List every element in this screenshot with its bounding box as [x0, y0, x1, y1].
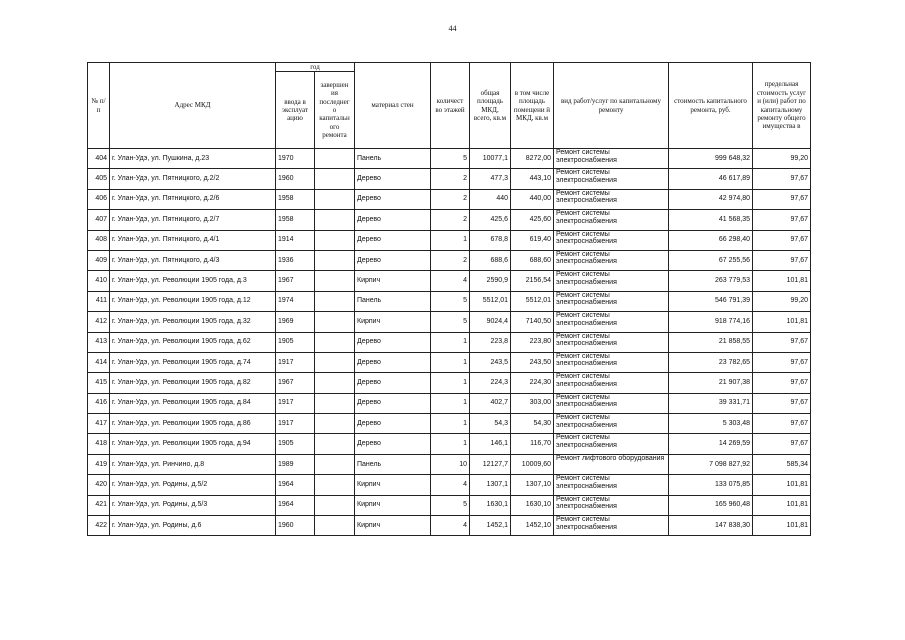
- row-wall-material: Кирпич: [355, 475, 431, 495]
- row-cost: 42 974,80: [669, 189, 753, 209]
- table-row: [88, 250, 811, 270]
- row-premises-area: 1630,10: [511, 495, 554, 515]
- header-address: Адрес МКД: [110, 63, 276, 149]
- row-work-type: Ремонт системы электроснабжения: [554, 373, 669, 393]
- row-work-type: Ремонт системы электроснабжения: [554, 230, 669, 250]
- table-row: [88, 210, 811, 230]
- row-total-area: 477,3: [470, 169, 511, 189]
- row-year-last-repair: [315, 516, 355, 536]
- row-wall-material: Панель: [355, 149, 431, 169]
- row-total-area: 402,7: [470, 393, 511, 413]
- row-max-cost: 101,81: [753, 312, 811, 332]
- row-year-commission: 1917: [276, 393, 315, 413]
- row-floors: 1: [431, 414, 470, 434]
- row-premises-area: 303,00: [511, 393, 554, 413]
- row-cost: 546 791,39: [669, 291, 753, 311]
- row-year-commission: 1914: [276, 230, 315, 250]
- row-work-type: Ремонт системы электроснабжения: [554, 414, 669, 434]
- row-work-type: Ремонт системы электроснабжения: [554, 312, 669, 332]
- page-number: 44: [448, 24, 457, 33]
- row-year-commission: 1905: [276, 332, 315, 352]
- row-year-commission: 1958: [276, 210, 315, 230]
- row-year-last-repair: [315, 210, 355, 230]
- row-wall-material: Дерево: [355, 414, 431, 434]
- row-year-commission: 1970: [276, 149, 315, 169]
- row-cost: 133 075,85: [669, 475, 753, 495]
- row-total-area: 9024,4: [470, 312, 511, 332]
- row-max-cost: 97,67: [753, 189, 811, 209]
- row-wall-material: Дерево: [355, 230, 431, 250]
- row-premises-area: 54,30: [511, 414, 554, 434]
- row-wall-material: Дерево: [355, 189, 431, 209]
- row-year-commission: 1960: [276, 169, 315, 189]
- row-total-area: 2590,9: [470, 271, 511, 291]
- row-floors: 5: [431, 312, 470, 332]
- row-premises-area: 443,10: [511, 169, 554, 189]
- row-premises-area: 440,00: [511, 189, 554, 209]
- row-year-commission: 1967: [276, 271, 315, 291]
- row-year-last-repair: [315, 332, 355, 352]
- header-cost: стоимость капитального ремонта, руб.: [669, 63, 753, 149]
- row-year-last-repair: [315, 352, 355, 372]
- row-work-type: Ремонт системы электроснабжения: [554, 352, 669, 372]
- row-premises-area: 1307,10: [511, 475, 554, 495]
- row-address: г. Улан-Удэ, ул. Пятницкого, д.2/2: [110, 169, 276, 189]
- row-max-cost: 97,67: [753, 210, 811, 230]
- row-address: г. Улан-Удэ, ул. Пушкина, д.23: [110, 149, 276, 169]
- row-floors: 4: [431, 475, 470, 495]
- row-number: 409: [88, 250, 110, 270]
- row-year-last-repair: [315, 230, 355, 250]
- row-number: 413: [88, 332, 110, 352]
- row-premises-area: 223,80: [511, 332, 554, 352]
- row-total-area: 440: [470, 189, 511, 209]
- row-total-area: 678,8: [470, 230, 511, 250]
- table-row: [88, 516, 811, 536]
- row-max-cost: 101,81: [753, 475, 811, 495]
- row-floors: 2: [431, 189, 470, 209]
- row-total-area: 5512,01: [470, 291, 511, 311]
- row-floors: 2: [431, 250, 470, 270]
- row-year-commission: 1936: [276, 250, 315, 270]
- row-number: 404: [88, 149, 110, 169]
- row-year-last-repair: [315, 271, 355, 291]
- row-premises-area: 224,30: [511, 373, 554, 393]
- row-work-type: Ремонт системы электроснабжения: [554, 475, 669, 495]
- table-row: [88, 230, 811, 250]
- row-floors: 2: [431, 169, 470, 189]
- table-row: [88, 352, 811, 372]
- row-address: г. Улан-Удэ, ул. Пятницкого, д.4/1: [110, 230, 276, 250]
- row-year-last-repair: [315, 189, 355, 209]
- row-total-area: 224,3: [470, 373, 511, 393]
- row-work-type: Ремонт системы электроснабжения: [554, 495, 669, 515]
- row-cost: 41 568,35: [669, 210, 753, 230]
- row-number: 406: [88, 189, 110, 209]
- row-total-area: 146,1: [470, 434, 511, 454]
- row-max-cost: 97,67: [753, 373, 811, 393]
- row-address: г. Улан-Удэ, ул. Революции 1905 года, д.82: [110, 373, 276, 393]
- row-wall-material: Дерево: [355, 169, 431, 189]
- table-body: [88, 149, 811, 536]
- row-address: г. Улан-Удэ, ул. Пятницкого, д.2/7: [110, 210, 276, 230]
- header-premises-area: в том числе площадь помещени й МКД, кв.м: [511, 63, 554, 149]
- row-work-type: Ремонт системы электроснабжения: [554, 434, 669, 454]
- row-year-last-repair: [315, 495, 355, 515]
- row-floors: 4: [431, 271, 470, 291]
- row-address: г. Улан-Удэ, ул. Революции 1905 года, д.3: [110, 271, 276, 291]
- row-premises-area: 1452,10: [511, 516, 554, 536]
- row-premises-area: 243,50: [511, 352, 554, 372]
- row-wall-material: Дерево: [355, 393, 431, 413]
- row-floors: 5: [431, 291, 470, 311]
- header-num: № п/п: [88, 63, 110, 149]
- row-work-type: Ремонт системы электроснабжения: [554, 250, 669, 270]
- row-year-last-repair: [315, 291, 355, 311]
- row-work-type: Ремонт лифтового оборудования: [554, 454, 669, 474]
- header-max-cost: предельная стоимость услуг и (или) работ по капитальному ремонту общего имущества в: [753, 63, 811, 149]
- row-floors: 1: [431, 373, 470, 393]
- row-year-commission: 1917: [276, 414, 315, 434]
- repair-table: [87, 62, 811, 536]
- row-year-commission: 1917: [276, 352, 315, 372]
- row-year-last-repair: [315, 393, 355, 413]
- row-year-last-repair: [315, 434, 355, 454]
- row-max-cost: 585,34: [753, 454, 811, 474]
- row-premises-area: 688,60: [511, 250, 554, 270]
- row-year-last-repair: [315, 169, 355, 189]
- row-wall-material: Дерево: [355, 373, 431, 393]
- row-floors: 2: [431, 210, 470, 230]
- table-row: [88, 189, 811, 209]
- row-floors: 10: [431, 454, 470, 474]
- row-year-commission: 1969: [276, 312, 315, 332]
- row-number: 416: [88, 393, 110, 413]
- row-total-area: 12127,7: [470, 454, 511, 474]
- row-premises-area: 5512,01: [511, 291, 554, 311]
- row-premises-area: 2156,54: [511, 271, 554, 291]
- row-number: 410: [88, 271, 110, 291]
- row-address: г. Улан-Удэ, ул. Революции 1905 года, д.84: [110, 393, 276, 413]
- header-total-area: общая площадь МКД, всего, кв.м: [470, 63, 511, 149]
- row-wall-material: Дерево: [355, 210, 431, 230]
- row-cost: 263 779,53: [669, 271, 753, 291]
- row-work-type: Ремонт системы электроснабжения: [554, 291, 669, 311]
- header-wall-material: материал стен: [355, 63, 431, 149]
- header-work-type: вид работ/услуг по капитальному ремонту: [554, 63, 669, 149]
- row-total-area: 1630,1: [470, 495, 511, 515]
- row-max-cost: 101,81: [753, 271, 811, 291]
- row-work-type: Ремонт системы электроснабжения: [554, 516, 669, 536]
- row-work-type: Ремонт системы электроснабжения: [554, 393, 669, 413]
- row-work-type: Ремонт системы электроснабжения: [554, 149, 669, 169]
- row-work-type: Ремонт системы электроснабжения: [554, 332, 669, 352]
- table-row: [88, 414, 811, 434]
- table-row: [88, 271, 811, 291]
- row-floors: 1: [431, 230, 470, 250]
- row-year-last-repair: [315, 373, 355, 393]
- row-cost: 66 298,40: [669, 230, 753, 250]
- row-work-type: Ремонт системы электроснабжения: [554, 271, 669, 291]
- row-number: 411: [88, 291, 110, 311]
- row-year-commission: 1964: [276, 495, 315, 515]
- row-max-cost: 97,67: [753, 332, 811, 352]
- table-row: [88, 495, 811, 515]
- row-number: 420: [88, 475, 110, 495]
- row-max-cost: 97,67: [753, 230, 811, 250]
- header-floors: количест во этажей: [431, 63, 470, 149]
- row-year-commission: 1967: [276, 373, 315, 393]
- row-address: г. Улан-Удэ, ул. Революции 1905 года, д.12: [110, 291, 276, 311]
- table-row: [88, 169, 811, 189]
- table-row: [88, 312, 811, 332]
- row-year-commission: 1958: [276, 189, 315, 209]
- row-year-last-repair: [315, 475, 355, 495]
- row-cost: 147 838,30: [669, 516, 753, 536]
- table-row: [88, 373, 811, 393]
- row-number: 414: [88, 352, 110, 372]
- row-cost: 21 858,55: [669, 332, 753, 352]
- table-row: [88, 434, 811, 454]
- table-header: [88, 63, 811, 149]
- row-address: г. Улан-Удэ, ул. Революции 1905 года, д.32: [110, 312, 276, 332]
- row-number: 418: [88, 434, 110, 454]
- row-premises-area: 10009,60: [511, 454, 554, 474]
- row-cost: 918 774,16: [669, 312, 753, 332]
- row-year-last-repair: [315, 454, 355, 474]
- header-year-commission: ввода в эксплуат ацию: [276, 72, 315, 149]
- row-wall-material: Дерево: [355, 332, 431, 352]
- row-year-commission: 1964: [276, 475, 315, 495]
- row-max-cost: 99,20: [753, 291, 811, 311]
- row-cost: 14 269,59: [669, 434, 753, 454]
- row-cost: 46 617,89: [669, 169, 753, 189]
- row-address: г. Улан-Удэ, ул. Пятницкого, д.4/3: [110, 250, 276, 270]
- row-number: 415: [88, 373, 110, 393]
- row-wall-material: Дерево: [355, 434, 431, 454]
- row-address: г. Улан-Удэ, ул. Родины, д.5/2: [110, 475, 276, 495]
- table-row: [88, 454, 811, 474]
- row-floors: 5: [431, 495, 470, 515]
- table-row: [88, 291, 811, 311]
- table-row: [88, 393, 811, 413]
- row-year-last-repair: [315, 312, 355, 332]
- row-wall-material: Кирпич: [355, 312, 431, 332]
- row-max-cost: 101,81: [753, 495, 811, 515]
- row-wall-material: Панель: [355, 291, 431, 311]
- row-cost: 999 648,32: [669, 149, 753, 169]
- row-address: г. Улан-Удэ, ул. Родины, д.5/3: [110, 495, 276, 515]
- row-year-commission: 1960: [276, 516, 315, 536]
- row-number: 412: [88, 312, 110, 332]
- row-year-commission: 1974: [276, 291, 315, 311]
- row-number: 405: [88, 169, 110, 189]
- row-year-commission: 1905: [276, 434, 315, 454]
- row-year-last-repair: [315, 149, 355, 169]
- row-floors: 1: [431, 434, 470, 454]
- row-max-cost: 97,67: [753, 352, 811, 372]
- row-year-commission: 1989: [276, 454, 315, 474]
- header-year-group: год: [276, 63, 355, 72]
- row-cost: 67 255,56: [669, 250, 753, 270]
- row-cost: 7 098 827,92: [669, 454, 753, 474]
- table-row: [88, 332, 811, 352]
- row-premises-area: 425,60: [511, 210, 554, 230]
- row-number: 408: [88, 230, 110, 250]
- row-floors: 1: [431, 332, 470, 352]
- row-max-cost: 99,20: [753, 149, 811, 169]
- row-wall-material: Дерево: [355, 250, 431, 270]
- row-year-last-repair: [315, 250, 355, 270]
- row-floors: 4: [431, 516, 470, 536]
- row-premises-area: 8272,00: [511, 149, 554, 169]
- row-work-type: Ремонт системы электроснабжения: [554, 210, 669, 230]
- row-wall-material: Кирпич: [355, 271, 431, 291]
- row-cost: 21 907,38: [669, 373, 753, 393]
- row-cost: 165 960,48: [669, 495, 753, 515]
- row-cost: 5 303,48: [669, 414, 753, 434]
- row-wall-material: Панель: [355, 454, 431, 474]
- row-floors: 5: [431, 149, 470, 169]
- row-max-cost: 97,67: [753, 169, 811, 189]
- row-number: 421: [88, 495, 110, 515]
- row-address: г. Улан-Удэ, ул. Родины, д.6: [110, 516, 276, 536]
- row-total-area: 10077,1: [470, 149, 511, 169]
- row-number: 419: [88, 454, 110, 474]
- row-total-area: 54,3: [470, 414, 511, 434]
- row-work-type: Ремонт системы электроснабжения: [554, 169, 669, 189]
- row-wall-material: Кирпич: [355, 516, 431, 536]
- row-total-area: 425,6: [470, 210, 511, 230]
- row-total-area: 243,5: [470, 352, 511, 372]
- row-premises-area: 116,70: [511, 434, 554, 454]
- row-total-area: 1307,1: [470, 475, 511, 495]
- row-address: г. Улан-Удэ, ул. Ринчино, д.8: [110, 454, 276, 474]
- row-total-area: 688,6: [470, 250, 511, 270]
- row-total-area: 223,8: [470, 332, 511, 352]
- row-floors: 1: [431, 393, 470, 413]
- row-max-cost: 97,67: [753, 393, 811, 413]
- row-premises-area: 619,40: [511, 230, 554, 250]
- row-total-area: 1452,1: [470, 516, 511, 536]
- row-premises-area: 7140,50: [511, 312, 554, 332]
- row-wall-material: Кирпич: [355, 495, 431, 515]
- table-row: [88, 149, 811, 169]
- row-year-last-repair: [315, 414, 355, 434]
- row-address: г. Улан-Удэ, ул. Революции 1905 года, д.62: [110, 332, 276, 352]
- row-cost: 23 782,65: [669, 352, 753, 372]
- row-address: г. Улан-Удэ, ул. Революции 1905 года, д.94: [110, 434, 276, 454]
- row-address: г. Улан-Удэ, ул. Пятницкого, д.2/6: [110, 189, 276, 209]
- row-floors: 1: [431, 352, 470, 372]
- row-max-cost: 97,67: [753, 250, 811, 270]
- header-year-last-repair: завершен ия последнег о капитальн ого ремонта: [315, 72, 355, 149]
- row-max-cost: 101,81: [753, 516, 811, 536]
- row-address: г. Улан-Удэ, ул. Революции 1905 года, д.74: [110, 352, 276, 372]
- row-number: 417: [88, 414, 110, 434]
- row-number: 422: [88, 516, 110, 536]
- row-cost: 39 331,71: [669, 393, 753, 413]
- row-number: 407: [88, 210, 110, 230]
- row-wall-material: Дерево: [355, 352, 431, 372]
- row-max-cost: 97,67: [753, 434, 811, 454]
- row-max-cost: 97,67: [753, 414, 811, 434]
- table-row: [88, 475, 811, 495]
- row-work-type: Ремонт системы электроснабжения: [554, 189, 669, 209]
- row-address: г. Улан-Удэ, ул. Революции 1905 года, д.86: [110, 414, 276, 434]
